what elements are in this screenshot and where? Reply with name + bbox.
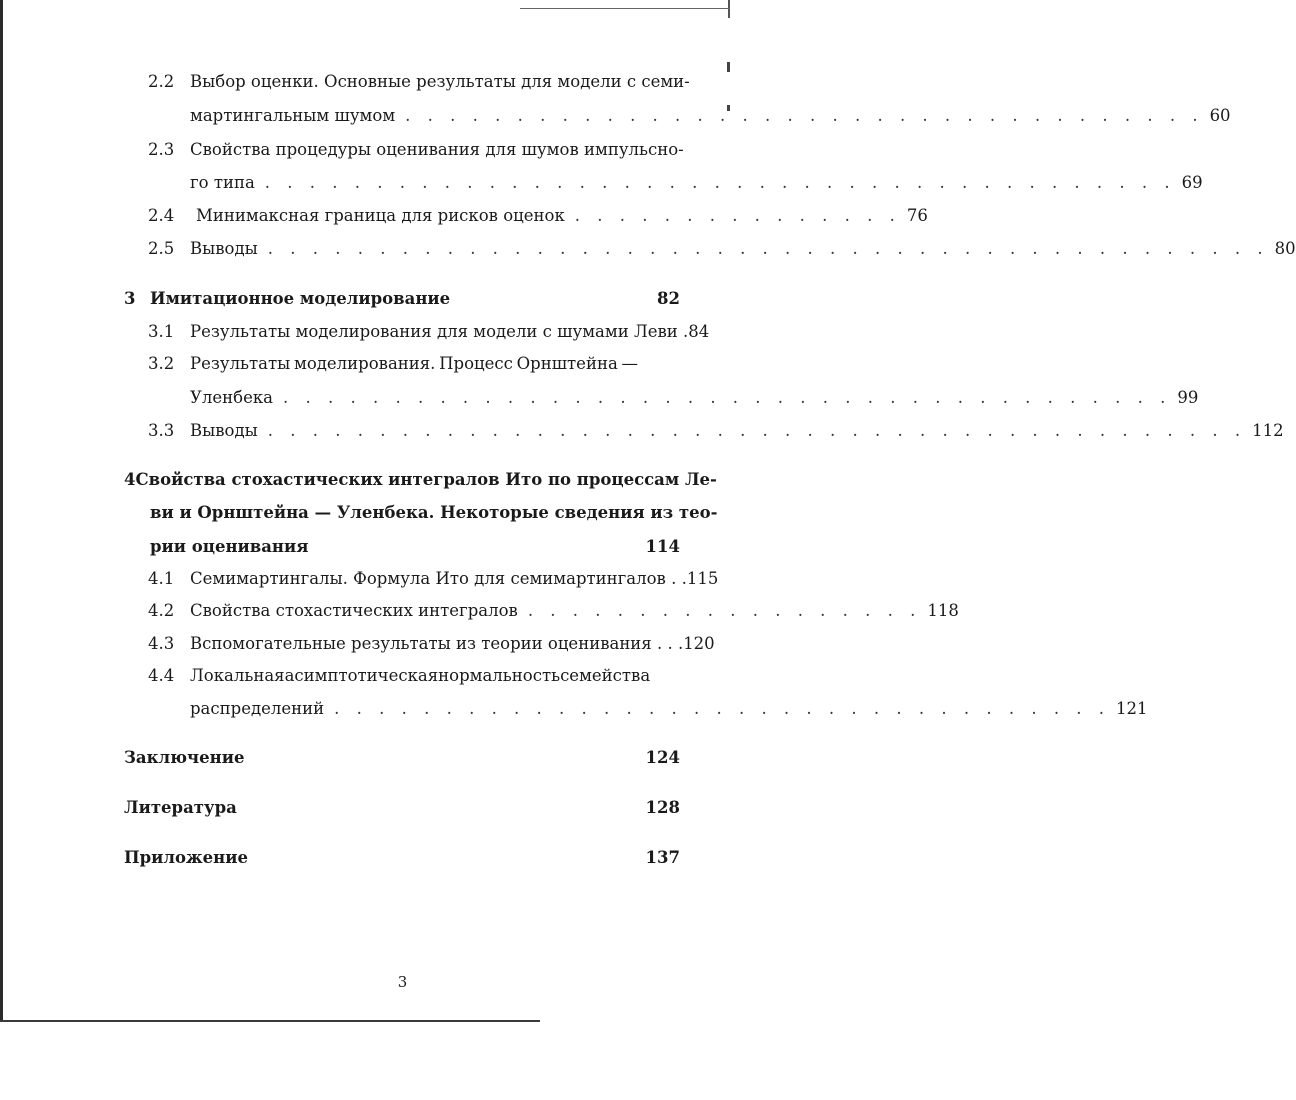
page-number: 115 [686, 569, 719, 588]
dot-leader: . . . . . . . . . . . . . . . . . . . . . . . . . . . . . . . . . . . . . . . . . [264, 173, 1176, 192]
toc-entry-2-3[interactable] [148, 140, 684, 160]
dot-leader: . . . . . . . . . . . . . . . . . . . . . . . . . . . . . . . . . . . . [405, 106, 1204, 125]
dot-leader: . . . . . . . . . . . . . . . [574, 206, 901, 225]
section-number: 2.2 [148, 72, 175, 91]
page-number: 120 [683, 634, 715, 653]
section-number: 2.4 [148, 206, 175, 225]
dot-leader: . . . . . . . . . . . . . . . . . . . . . . . . . . . . . . . . . . . . . . . . [283, 388, 1172, 407]
toc-entry-4-3[interactable] [148, 634, 715, 654]
section-title-line1: Выбор оценки. Основные результаты для модели с семи- [190, 72, 690, 91]
toc-entry-2-2-cont[interactable] [190, 106, 1231, 126]
chapter-title: Заключение [124, 748, 245, 767]
page-number: 114 [645, 537, 680, 556]
chapter-title: Приложение [124, 848, 248, 867]
chapter-number: 3 [124, 289, 136, 308]
chapter-title-line3: рии оценивания [150, 537, 309, 556]
dot-leader: . . . . . . . . . . . . . . . . . . . . . . . . . . . . . . . . . . . . . . . . . . . . [267, 421, 1247, 440]
section-number: 3.3 [148, 421, 175, 440]
page-number: 121 [1116, 699, 1148, 718]
toc-entry-3-1[interactable] [148, 322, 710, 342]
page-number: 76 [906, 206, 928, 225]
toc-chapter-4-cont2[interactable] [150, 537, 680, 557]
section-title: Вспомогательные результаты из теории оценивания . . . [190, 634, 684, 653]
section-title: Минимаксная граница для рисков оценок [196, 206, 565, 225]
title-word: семейства [560, 666, 651, 685]
toc-entry-4-4-cont[interactable] [190, 699, 1148, 719]
page-number: 69 [1181, 173, 1203, 192]
page-number: 128 [645, 798, 680, 817]
title-word: моделирования. [293, 354, 436, 373]
page-number: 80 [1274, 239, 1296, 258]
page-number: 84 [688, 322, 710, 341]
section-title-line2: го типа [190, 173, 255, 192]
toc-literature[interactable] [124, 798, 680, 818]
section-number: 4.3 [148, 634, 175, 653]
dot-leader: . . . . . . . . . . . . . . . . . . [527, 601, 922, 620]
page-number: 82 [657, 289, 680, 308]
title-word: Результаты [190, 354, 291, 373]
title-word: Орнштейна [516, 354, 618, 373]
toc-conclusion[interactable] [124, 748, 680, 768]
section-title: Свойства стохастических интегралов [190, 601, 518, 620]
page-number: 124 [645, 748, 680, 767]
title-word: Процесс [439, 354, 513, 373]
toc-entry-4-2[interactable] [148, 601, 959, 621]
section-title: Выводы [190, 239, 258, 258]
toc-entry-2-5[interactable] [148, 239, 1296, 259]
section-title: Результаты моделирования для модели с шумами Леви . [190, 322, 689, 341]
section-title-line1 [190, 354, 638, 374]
toc-entry-3-2-cont[interactable] [190, 388, 1199, 408]
toc-chapter-3[interactable] [124, 289, 680, 309]
title-word: — [621, 354, 638, 373]
page-number: 60 [1209, 106, 1231, 125]
section-title: Семимартингалы. Формула Ито для семимартингалов . . [190, 569, 687, 588]
chapter-title-line1: Свойства стохастических интегралов Ито по процессам Ле- [135, 470, 717, 489]
toc-entry-2-2[interactable] [148, 72, 690, 92]
dot-leader: . . . . . . . . . . . . . . . . . . . . . . . . . . . . . . . . . . . [334, 699, 1111, 718]
toc-entry-4-1[interactable] [148, 569, 719, 589]
page-number: 99 [1177, 388, 1199, 407]
section-number: 3.1 [148, 322, 175, 341]
section-number: 3.2 [148, 354, 175, 373]
page-number: 112 [1252, 421, 1284, 440]
title-word: асимптотическая [284, 666, 439, 685]
toc-entry-3-3[interactable] [148, 421, 1284, 441]
section-title-line1: Свойства процедуры оценивания для шумов импульсно- [190, 140, 684, 159]
toc-entry-3-2[interactable] [148, 354, 638, 374]
chapter-title-line2: ви и Орнштейна — Уленбека. Некоторые сведения из тео- [150, 503, 718, 522]
section-number: 2.5 [148, 239, 175, 258]
section-title: Выводы [190, 421, 258, 440]
toc-appendix[interactable] [124, 848, 680, 868]
toc-chapter-4-cont1[interactable] [150, 503, 718, 523]
page-number: 137 [645, 848, 680, 867]
section-title-line2: Уленбека [190, 388, 274, 407]
toc-chapter-4[interactable] [124, 470, 717, 490]
section-title-line2: распределений [190, 699, 325, 718]
section-number: 4.2 [148, 601, 175, 620]
title-word: нормальность [438, 666, 561, 685]
chapter-title: Литература [124, 798, 237, 817]
section-title-line1 [190, 666, 651, 686]
chapter-number: 4 [124, 470, 136, 489]
section-title-line2: мартингальным шумом [190, 106, 396, 125]
section-number: 4.1 [148, 569, 175, 588]
toc-entry-2-3-cont[interactable] [190, 173, 1203, 193]
footer-page-number: 3 [397, 973, 408, 991]
toc-entry-2-4[interactable] [148, 206, 928, 226]
section-number: 4.4 [148, 666, 175, 685]
chapter-title: Имитационное моделирование [150, 289, 451, 308]
toc-entry-4-4[interactable] [148, 666, 651, 686]
dot-leader: . . . . . . . . . . . . . . . . . . . . . . . . . . . . . . . . . . . . . . . . . . . . . [267, 239, 1269, 258]
page-number: 118 [927, 601, 959, 620]
title-word: Локальная [190, 666, 285, 685]
section-number: 2.3 [148, 140, 175, 159]
